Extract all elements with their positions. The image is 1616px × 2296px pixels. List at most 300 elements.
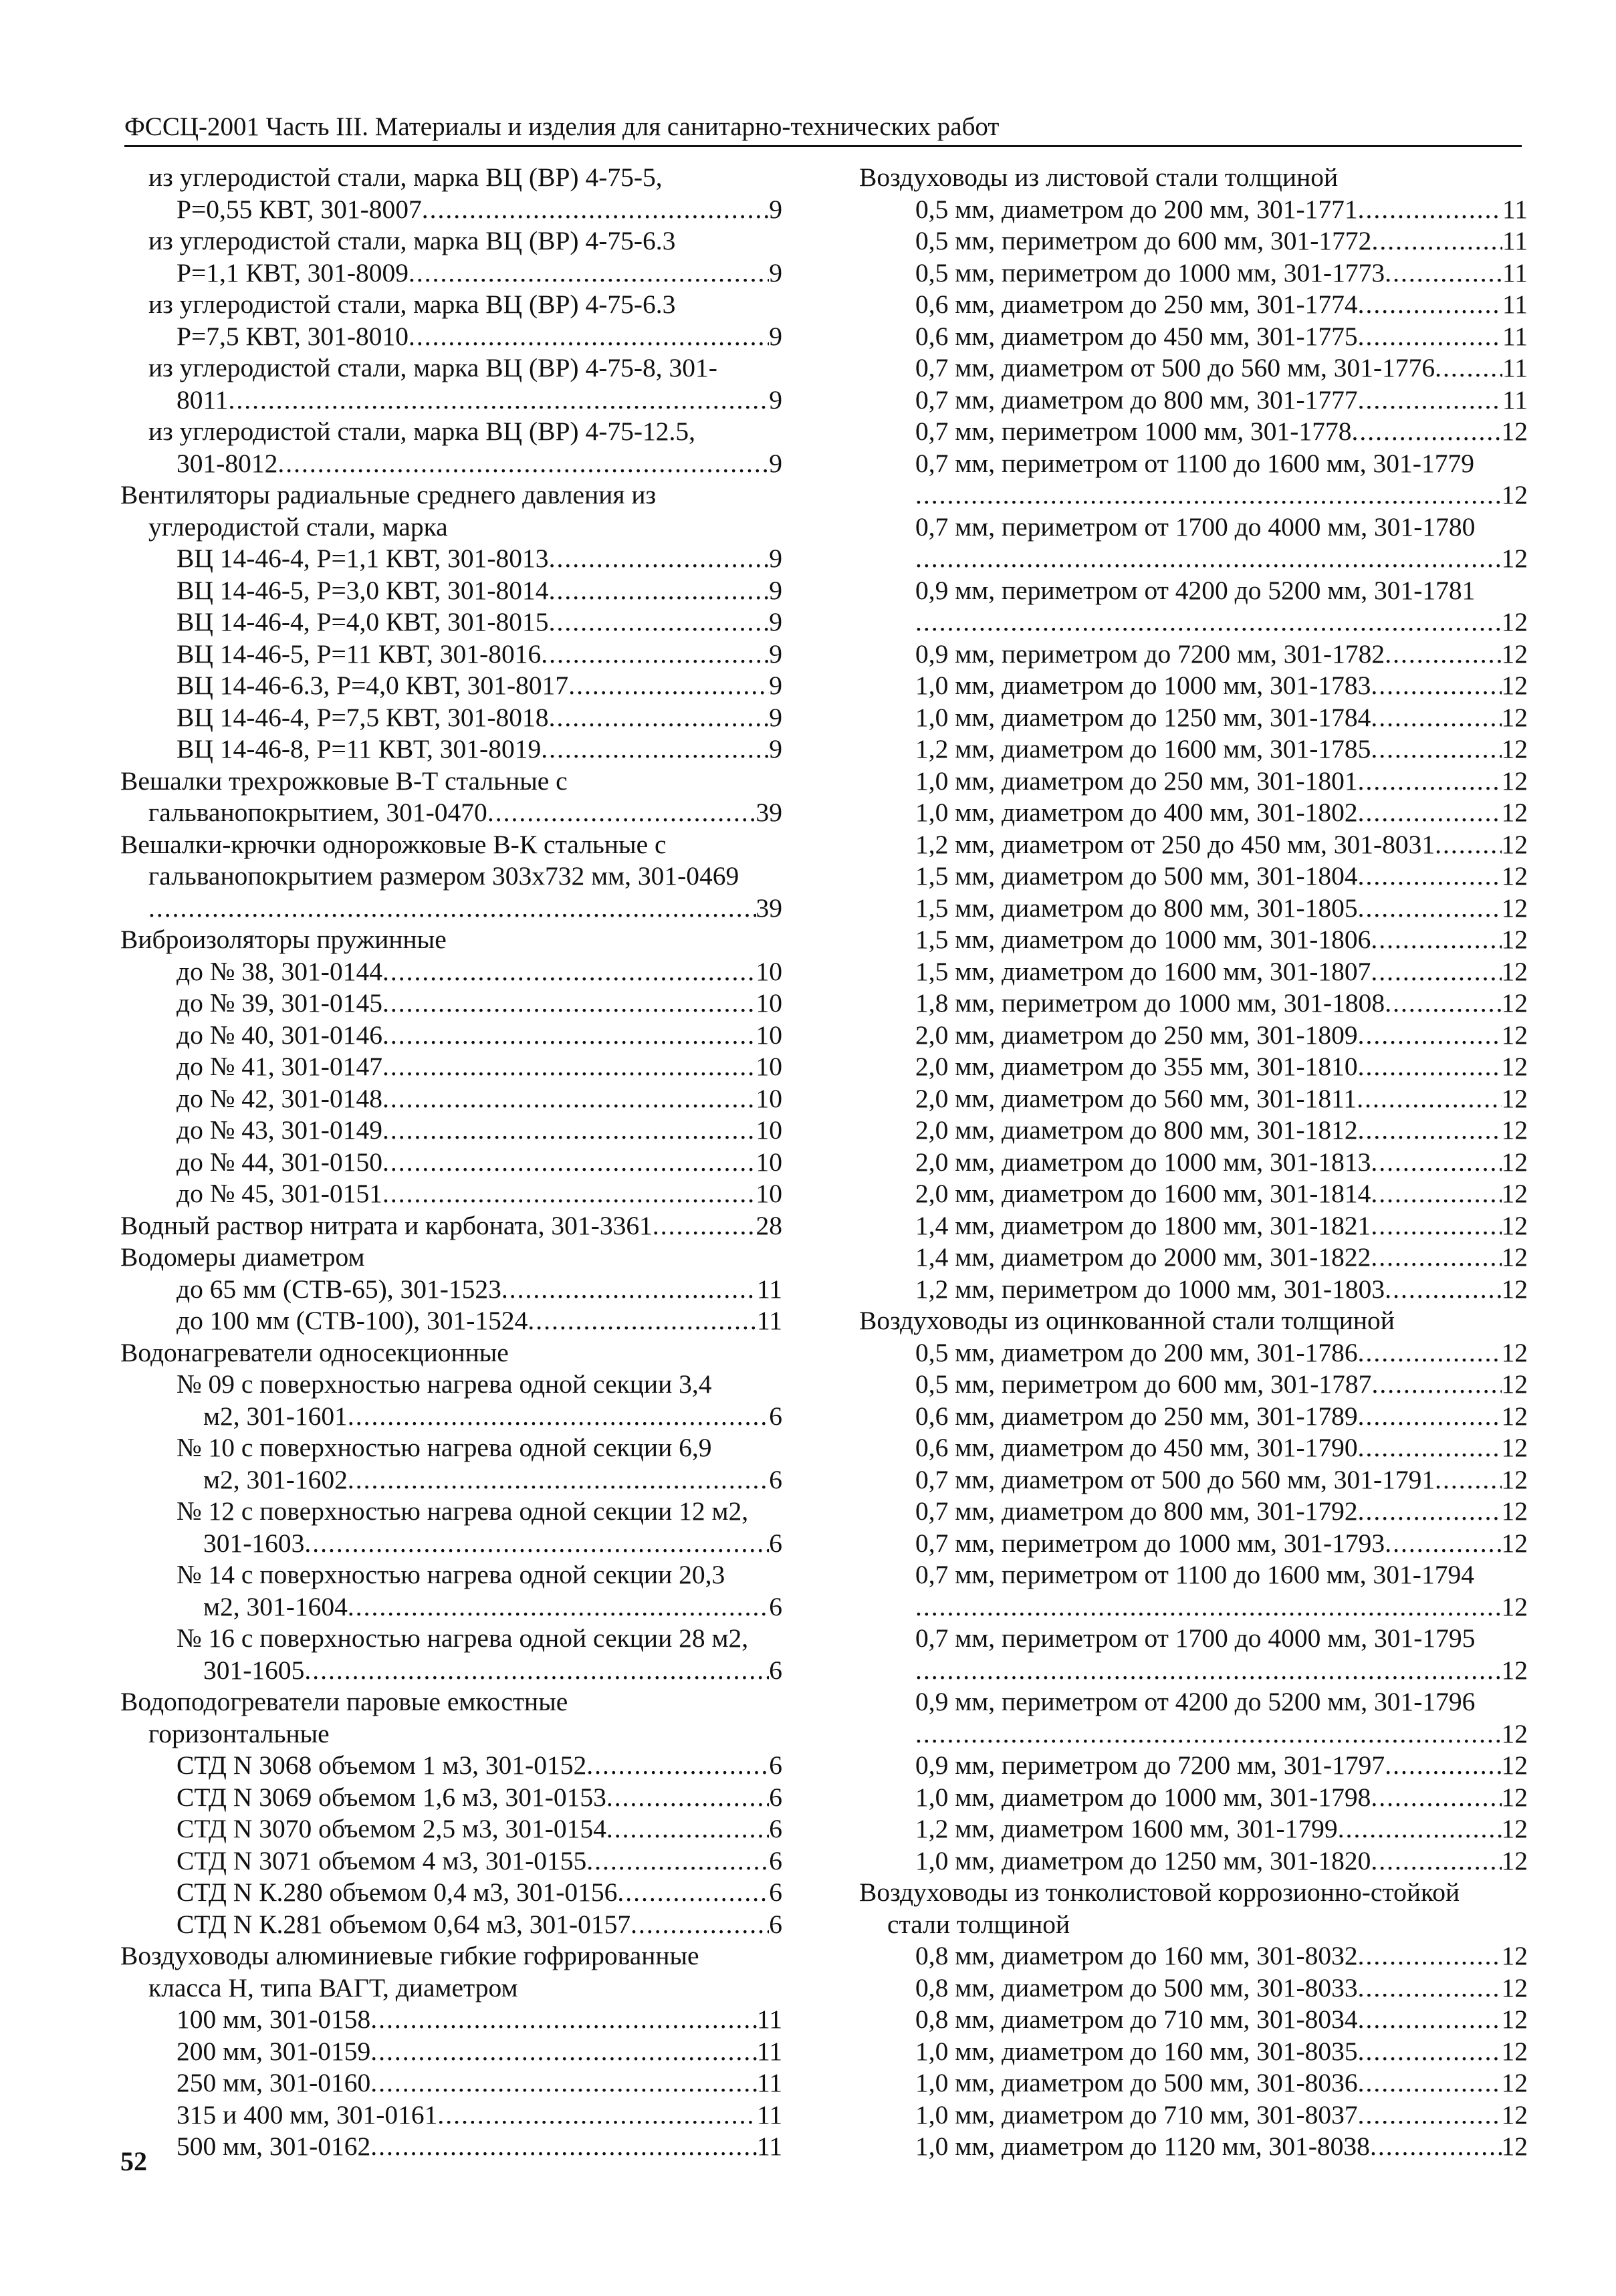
dot-leader bbox=[1358, 860, 1502, 893]
dot-leader bbox=[382, 956, 756, 988]
index-line bbox=[915, 1051, 1528, 1083]
index-entry bbox=[859, 2067, 1528, 2099]
page-ref: 12 bbox=[1501, 1210, 1528, 1240]
entry-text: ВЦ 14-46-4, Р=4,0 КВТ, 301-8015 bbox=[177, 607, 549, 637]
entry-text: 0,6 мм, диаметром до 450 мм, 301-1790 bbox=[915, 1433, 1358, 1462]
index-line bbox=[915, 733, 1528, 766]
index-line bbox=[915, 797, 1528, 829]
index-entry bbox=[120, 1909, 782, 1941]
index-entry bbox=[859, 575, 1528, 639]
page-ref: 11 bbox=[1502, 384, 1528, 415]
page-ref: 6 bbox=[769, 1655, 782, 1685]
page-ref: 11 bbox=[756, 2132, 782, 2161]
index-entry bbox=[859, 225, 1528, 257]
entry-text: 0,7 мм, периметром 1000 мм, 301-1778 bbox=[915, 417, 1352, 446]
entry-text: Р=7,5 КВТ, 301-8010 bbox=[177, 321, 409, 351]
page-ref: 6 bbox=[769, 1464, 782, 1494]
index-line bbox=[120, 1210, 782, 1242]
index-line bbox=[177, 606, 782, 639]
page-ref: 9 bbox=[769, 384, 782, 415]
entry-text: СТД N К.281 объемом 0,64 м3, 301-0157 bbox=[177, 1909, 631, 1939]
index-entry bbox=[859, 1686, 1528, 1750]
index-entry bbox=[859, 924, 1528, 956]
page-ref: 10 bbox=[756, 1052, 782, 1081]
index-line bbox=[177, 1782, 782, 1814]
dot-leader bbox=[487, 797, 756, 829]
index-entry bbox=[859, 639, 1528, 671]
entry-text: 1,4 мм, диаметром до 1800 мм, 301-1821 bbox=[915, 1210, 1371, 1240]
page-ref: 12 bbox=[1501, 671, 1528, 700]
entry-text: Воздуховоды из тонколистовой коррозионно-стойкой bbox=[859, 1877, 1460, 1907]
entry-text: 1,2 мм, диаметром до 1600 мм, 301-1785 bbox=[915, 734, 1371, 764]
page-ref: 6 bbox=[769, 1909, 782, 1939]
entry-text: из углеродистой стали, марка ВЦ (ВР) 4-75-8, 301- bbox=[148, 353, 717, 382]
page-ref: 9 bbox=[769, 448, 782, 478]
dot-leader bbox=[1371, 1178, 1501, 1210]
index-entry bbox=[859, 766, 1528, 798]
index-line bbox=[177, 733, 782, 766]
dot-leader bbox=[382, 1020, 756, 1052]
entry-text: № 16 с поверхностью нагрева одной секции 28 м2, bbox=[177, 1623, 749, 1653]
page-ref: 39 bbox=[756, 893, 782, 923]
index-entry bbox=[859, 797, 1528, 829]
dot-leader bbox=[1385, 1750, 1501, 1782]
index-entry bbox=[859, 1051, 1528, 1083]
index-entry bbox=[120, 766, 782, 829]
page-ref: 12 bbox=[1501, 639, 1528, 669]
entry-text: из углеродистой стали, марка ВЦ (ВР) 4-75-12.5, bbox=[148, 417, 696, 446]
dot-leader bbox=[304, 1528, 769, 1560]
index-line bbox=[177, 1750, 782, 1782]
index-line bbox=[177, 1051, 782, 1083]
entry-text: до № 41, 301-0147 bbox=[177, 1052, 382, 1081]
index-entry bbox=[859, 733, 1528, 766]
index-entry bbox=[120, 1305, 782, 1337]
index-line bbox=[915, 766, 1528, 798]
page-ref: 12 bbox=[1501, 1972, 1528, 2002]
index-line bbox=[915, 1528, 1528, 1560]
page-ref: 12 bbox=[1501, 1496, 1528, 1526]
index-entry bbox=[120, 733, 782, 766]
page-ref: 11 bbox=[756, 2099, 782, 2130]
index-line bbox=[915, 893, 1528, 925]
entry-text: Воздуховоды из листовой стали толщиной bbox=[859, 162, 1339, 192]
dot-leader bbox=[1385, 639, 1501, 671]
dot-leader bbox=[1358, 289, 1502, 321]
entry-text: до № 38, 301-0144 bbox=[177, 956, 382, 986]
dot-leader bbox=[915, 479, 1502, 511]
dot-leader bbox=[348, 1464, 769, 1496]
page-ref: 9 bbox=[769, 607, 782, 637]
index-line bbox=[177, 2099, 782, 2132]
entry-text: 1,4 мм, диаметром до 2000 мм, 301-1822 bbox=[915, 1242, 1371, 1272]
index-entry bbox=[120, 575, 782, 607]
dot-leader bbox=[1371, 1782, 1501, 1814]
entry-text: 1,0 мм, диаметром до 250 мм, 301-1801 bbox=[915, 766, 1358, 796]
entry-text: 0,7 мм, диаметром от 500 до 560 мм, 301-1776 bbox=[915, 353, 1435, 382]
page-ref: 6 bbox=[769, 1782, 782, 1812]
page-header: ФССЦ-2001 Часть III. Материалы и изделия для санитарно-технических работ bbox=[124, 110, 1522, 147]
index-line bbox=[915, 1718, 1528, 1750]
dot-leader bbox=[501, 1274, 757, 1306]
index-entry bbox=[120, 639, 782, 671]
entry-text: 1,5 мм, диаметром до 1600 мм, 301-1807 bbox=[915, 956, 1371, 986]
index-line bbox=[177, 702, 782, 734]
dot-leader bbox=[382, 1147, 756, 1179]
index-entry bbox=[120, 956, 782, 988]
dot-leader bbox=[1435, 829, 1501, 861]
dot-leader bbox=[653, 1210, 756, 1242]
page-ref: 10 bbox=[756, 956, 782, 986]
entry-text: 1,0 мм, диаметром до 1250 мм, 301-1820 bbox=[915, 1845, 1371, 1875]
entry-text: 2,0 мм, диаметром до 1000 мм, 301-1813 bbox=[915, 1147, 1371, 1177]
dot-leader bbox=[1358, 1337, 1502, 1369]
dot-leader bbox=[549, 606, 770, 639]
page-ref: 12 bbox=[1501, 1750, 1528, 1780]
index-line bbox=[915, 924, 1528, 956]
index-line bbox=[915, 1782, 1528, 1814]
entry-text: 250 мм, 301-0160 bbox=[177, 2068, 371, 2097]
entry-text: до 100 мм (СТВ-100), 301-1524 bbox=[177, 1306, 528, 1335]
index-entry bbox=[120, 1750, 782, 1782]
entry-text: Р=1,1 КВТ, 301-8009 bbox=[177, 257, 409, 288]
page-ref: 11 bbox=[1502, 321, 1528, 351]
entry-text: до № 45, 301-0151 bbox=[177, 1179, 382, 1208]
index-entry bbox=[120, 1051, 782, 1083]
index-entry bbox=[120, 1147, 782, 1179]
index-line bbox=[915, 2099, 1528, 2132]
dot-leader bbox=[586, 1845, 769, 1877]
index-entry bbox=[120, 2004, 782, 2036]
entry-text: 500 мм, 301-0162 bbox=[177, 2132, 371, 2161]
index-entry bbox=[120, 702, 782, 734]
index-entry bbox=[859, 1528, 1528, 1560]
dot-leader bbox=[1371, 702, 1501, 734]
entry-text: до № 44, 301-0150 bbox=[177, 1147, 382, 1177]
entry-text: до № 39, 301-0145 bbox=[177, 988, 382, 1018]
index-line bbox=[915, 1020, 1528, 1052]
dot-leader bbox=[1358, 194, 1502, 226]
index-column-right bbox=[859, 162, 1528, 2163]
entry-text: из углеродистой стали, марка ВЦ (ВР) 4-75-5, bbox=[148, 162, 663, 192]
entry-text: 1,0 мм, диаметром до 160 мм, 301-8035 bbox=[915, 2036, 1358, 2066]
index-entry bbox=[859, 289, 1528, 321]
index-entry bbox=[120, 670, 782, 702]
dot-leader bbox=[1371, 924, 1501, 956]
entry-text: 301-1603 bbox=[203, 1528, 305, 1558]
page-ref: 9 bbox=[769, 194, 782, 224]
page-ref: 6 bbox=[769, 1591, 782, 1621]
index-entry bbox=[859, 1115, 1528, 1147]
index-line bbox=[915, 1337, 1528, 1369]
entry-text: СТД N К.280 объемом 0,4 м3, 301-0156 bbox=[177, 1877, 618, 1907]
entry-text: до 65 мм (СТВ-65), 301-1523 bbox=[177, 1274, 501, 1304]
index-line bbox=[915, 1242, 1528, 1274]
page-ref: 6 bbox=[769, 1877, 782, 1907]
dot-leader bbox=[915, 606, 1502, 639]
entry-text: ВЦ 14-46-8, Р=11 КВТ, 301-8019 bbox=[177, 734, 542, 764]
index-entry bbox=[859, 702, 1528, 734]
dot-leader bbox=[541, 639, 769, 671]
index-entry bbox=[859, 988, 1528, 1020]
index-entry bbox=[859, 448, 1528, 511]
dot-leader bbox=[382, 1115, 756, 1147]
entry-text: Воздуховоды из оцинкованной стали толщиной bbox=[859, 1306, 1395, 1335]
index-line bbox=[915, 1115, 1528, 1147]
dot-leader bbox=[1358, 1432, 1502, 1464]
index-entry bbox=[120, 1940, 782, 2004]
entry-text: 1,8 мм, периметром до 1000 мм, 301-1808 bbox=[915, 988, 1385, 1018]
index-entry bbox=[120, 1369, 782, 1432]
dot-leader bbox=[1371, 225, 1502, 257]
entry-text: стали толщиной bbox=[887, 1909, 1070, 1939]
page-ref: 12 bbox=[1501, 1052, 1528, 1081]
index-line bbox=[203, 1655, 782, 1687]
index-line bbox=[915, 479, 1528, 511]
index-entry bbox=[859, 1877, 1528, 1940]
dot-leader bbox=[370, 2131, 757, 2163]
dot-leader bbox=[1358, 1496, 1502, 1528]
entry-text: 0,9 мм, периметром от 4200 до 5200 мм, 301-1781 bbox=[915, 575, 1476, 605]
index-entry bbox=[859, 1559, 1528, 1623]
index-line bbox=[915, 289, 1528, 321]
dot-leader bbox=[606, 1782, 769, 1814]
dot-leader bbox=[606, 1813, 769, 1845]
index-line bbox=[915, 2004, 1528, 2036]
dot-leader bbox=[348, 1591, 769, 1623]
entry-text: 0,7 мм, диаметром от 500 до 560 мм, 301-1791 bbox=[915, 1464, 1435, 1494]
index-line bbox=[915, 639, 1528, 671]
index-entry bbox=[859, 1623, 1528, 1686]
dot-leader bbox=[1358, 766, 1502, 798]
index-line bbox=[915, 702, 1528, 734]
dot-leader bbox=[1358, 1972, 1502, 2004]
index-entry bbox=[120, 1877, 782, 1909]
dot-leader bbox=[437, 2099, 757, 2132]
page-ref: 12 bbox=[1501, 1179, 1528, 1208]
index-line bbox=[915, 1750, 1528, 1782]
index-line bbox=[915, 829, 1528, 861]
index-line bbox=[915, 1813, 1528, 1845]
page-ref: 12 bbox=[1501, 956, 1528, 986]
dot-leader bbox=[1358, 321, 1502, 353]
dot-leader bbox=[348, 1401, 769, 1433]
index-line bbox=[148, 797, 782, 829]
index-line bbox=[915, 956, 1528, 988]
index-line bbox=[177, 2067, 782, 2099]
entry-text: ВЦ 14-46-6.3, Р=4,0 КВТ, 301-8017 bbox=[177, 671, 569, 700]
index-line bbox=[203, 1464, 782, 1496]
page-ref: 12 bbox=[1501, 1845, 1528, 1875]
index-entry bbox=[859, 1369, 1528, 1401]
index-entry bbox=[859, 257, 1528, 290]
index-line bbox=[915, 988, 1528, 1020]
index-entry bbox=[859, 194, 1528, 226]
entry-text: 1,5 мм, диаметром до 800 мм, 301-1805 bbox=[915, 893, 1358, 923]
dot-leader bbox=[586, 1750, 769, 1782]
index-entry bbox=[859, 162, 1528, 194]
index-entry bbox=[859, 1464, 1528, 1496]
index-line bbox=[177, 321, 782, 353]
entry-text: Вешалки-крючки однорожковые В-К стальные с bbox=[120, 829, 667, 859]
dot-leader bbox=[1370, 2131, 1502, 2163]
page-ref: 12 bbox=[1501, 1941, 1528, 1970]
index-line bbox=[915, 194, 1528, 226]
dot-leader bbox=[1358, 1020, 1502, 1052]
page-ref: 12 bbox=[1501, 1401, 1528, 1431]
entry-text: 1,0 мм, диаметром до 400 мм, 301-1802 bbox=[915, 798, 1358, 827]
index-entry bbox=[859, 1274, 1528, 1306]
index-entry bbox=[120, 1496, 782, 1559]
page-ref: 12 bbox=[1501, 1274, 1528, 1304]
dot-leader bbox=[1435, 1464, 1501, 1496]
index-entry bbox=[859, 1972, 1528, 2004]
index-entry bbox=[120, 162, 782, 225]
page-ref: 12 bbox=[1501, 1242, 1528, 1272]
index-entry bbox=[120, 1782, 782, 1814]
index-entry bbox=[859, 2099, 1528, 2132]
entry-text: № 12 с поверхностью нагрева одной секции 12 м2, bbox=[177, 1496, 749, 1526]
index-line bbox=[177, 1147, 782, 1179]
index-entry bbox=[859, 1147, 1528, 1179]
entry-text: 2,0 мм, диаметром до 560 мм, 301-1811 bbox=[915, 1083, 1357, 1113]
entry-text: 8011 bbox=[177, 384, 229, 415]
entry-text: 1,0 мм, диаметром до 1250 мм, 301-1784 bbox=[915, 702, 1371, 732]
index-entry bbox=[859, 321, 1528, 353]
index-entry bbox=[859, 2004, 1528, 2036]
entry-text: Вешалки трехрожковые В-Т стальные с bbox=[120, 766, 568, 796]
index-entry bbox=[120, 924, 782, 956]
index-entry bbox=[859, 1845, 1528, 1877]
index-entry bbox=[120, 225, 782, 289]
page-ref: 12 bbox=[1501, 925, 1528, 954]
entry-text: № 14 с поверхностью нагрева одной секции 20,3 bbox=[177, 1560, 725, 1589]
entry-text: 2,0 мм, диаметром до 250 мм, 301-1809 bbox=[915, 1020, 1358, 1050]
index-line bbox=[915, 416, 1528, 448]
page-ref: 9 bbox=[769, 321, 782, 351]
page-ref: 11 bbox=[756, 1306, 782, 1335]
dot-leader bbox=[1358, 893, 1502, 925]
entry-text: 1,5 мм, диаметром до 1000 мм, 301-1806 bbox=[915, 925, 1371, 954]
page-ref: 11 bbox=[756, 2036, 782, 2066]
dot-leader bbox=[1358, 2067, 1502, 2099]
index-line bbox=[177, 257, 782, 290]
index-line bbox=[915, 1432, 1528, 1464]
entry-text: Водный раствор нитрата и карбоната, 301-3361 bbox=[120, 1210, 653, 1240]
index-entry bbox=[120, 1686, 782, 1750]
index-entry bbox=[120, 289, 782, 352]
dot-leader bbox=[1358, 1051, 1502, 1083]
index-line bbox=[177, 2036, 782, 2068]
index-entry bbox=[120, 1210, 782, 1242]
entry-text: СТД N 3069 объемом 1,6 м3, 301-0153 bbox=[177, 1782, 606, 1812]
page-ref: 12 bbox=[1501, 1083, 1528, 1113]
page-ref: 12 bbox=[1501, 1528, 1528, 1558]
entry-text: 0,6 мм, диаметром до 250 мм, 301-1774 bbox=[915, 290, 1358, 319]
entry-text: 0,7 мм, периметром от 1100 до 1600 мм, 301-1779 bbox=[915, 448, 1474, 478]
index-entry bbox=[120, 606, 782, 639]
entry-text: 0,9 мм, периметром до 7200 мм, 301-1782 bbox=[915, 639, 1385, 669]
index-entry bbox=[120, 352, 782, 416]
index-entry bbox=[120, 1432, 782, 1496]
page-ref: 9 bbox=[769, 671, 782, 700]
index-line bbox=[915, 1274, 1528, 1306]
dot-leader bbox=[229, 384, 770, 417]
dot-leader bbox=[277, 448, 769, 480]
entry-text: 301-1605 bbox=[203, 1655, 305, 1685]
entry-text: 1,2 мм, периметром до 1000 мм, 301-1803 bbox=[915, 1274, 1385, 1304]
entry-text: 1,0 мм, диаметром до 1120 мм, 301-8038 bbox=[915, 2132, 1370, 2161]
index-line bbox=[915, 606, 1528, 639]
entry-text: 2,0 мм, диаметром до 1600 мм, 301-1814 bbox=[915, 1179, 1371, 1208]
index-line bbox=[177, 2131, 782, 2163]
dot-leader bbox=[1358, 2004, 1502, 2036]
index-line bbox=[177, 1274, 782, 1306]
index-line bbox=[915, 1655, 1528, 1687]
index-entry bbox=[859, 1178, 1528, 1210]
entry-text: 0,7 мм, диаметром до 800 мм, 301-1777 bbox=[915, 384, 1358, 415]
page-ref: 39 bbox=[756, 798, 782, 827]
index-line bbox=[177, 194, 782, 226]
entry-text: 0,8 мм, диаметром до 710 мм, 301-8034 bbox=[915, 2004, 1358, 2034]
entry-text: 1,2 мм, диаметром от 250 до 450 мм, 301-8031 bbox=[915, 829, 1435, 859]
dot-leader bbox=[1358, 1940, 1502, 1972]
page-ref: 6 bbox=[769, 1750, 782, 1780]
index-line bbox=[915, 1591, 1528, 1623]
page-ref: 12 bbox=[1501, 893, 1528, 923]
page-ref: 9 bbox=[769, 734, 782, 764]
entry-text: 1,0 мм, диаметром до 1000 мм, 301-1783 bbox=[915, 671, 1371, 700]
index-entry bbox=[120, 2036, 782, 2068]
page-ref: 12 bbox=[1501, 1464, 1528, 1494]
index-entry bbox=[120, 2099, 782, 2132]
index-line bbox=[177, 988, 782, 1020]
index-line bbox=[177, 956, 782, 988]
entry-text: до № 43, 301-0149 bbox=[177, 1115, 382, 1145]
index-entry bbox=[859, 1305, 1528, 1337]
index-entry bbox=[859, 384, 1528, 417]
index-line bbox=[915, 1369, 1528, 1401]
dot-leader bbox=[1371, 1147, 1501, 1179]
entry-text: 0,5 мм, периметром до 600 мм, 301-1787 bbox=[915, 1369, 1372, 1399]
dot-leader bbox=[370, 2067, 757, 2099]
entry-text: СТД N 3071 объемом 4 м3, 301-0155 bbox=[177, 1845, 587, 1875]
dot-leader bbox=[1358, 1115, 1502, 1147]
dot-leader bbox=[1338, 1813, 1502, 1845]
index-entry bbox=[120, 1274, 782, 1306]
entry-text: 2,0 мм, диаметром до 355 мм, 301-1810 bbox=[915, 1052, 1358, 1081]
dot-leader bbox=[915, 1655, 1502, 1687]
entry-text: 0,5 мм, диаметром до 200 мм, 301-1771 bbox=[915, 194, 1358, 224]
dot-leader bbox=[1358, 1401, 1502, 1433]
index-entry bbox=[120, 1242, 782, 1274]
index-line bbox=[177, 1020, 782, 1052]
dot-leader bbox=[549, 575, 770, 607]
dot-leader bbox=[382, 988, 756, 1020]
page-ref: 12 bbox=[1501, 1591, 1528, 1621]
page-ref: 9 bbox=[769, 257, 782, 288]
entry-text: до № 42, 301-0148 bbox=[177, 1083, 382, 1113]
index-line bbox=[915, 352, 1528, 384]
page-ref: 10 bbox=[756, 988, 782, 1018]
index-line bbox=[915, 2036, 1528, 2068]
index-line bbox=[915, 1083, 1528, 1115]
entry-text: 0,8 мм, диаметром до 160 мм, 301-8032 bbox=[915, 1941, 1358, 1970]
page-ref: 11 bbox=[756, 2004, 782, 2034]
entry-text: горизонтальные bbox=[148, 1718, 330, 1748]
page-ref: 12 bbox=[1501, 2068, 1528, 2097]
page-ref: 6 bbox=[769, 1845, 782, 1875]
